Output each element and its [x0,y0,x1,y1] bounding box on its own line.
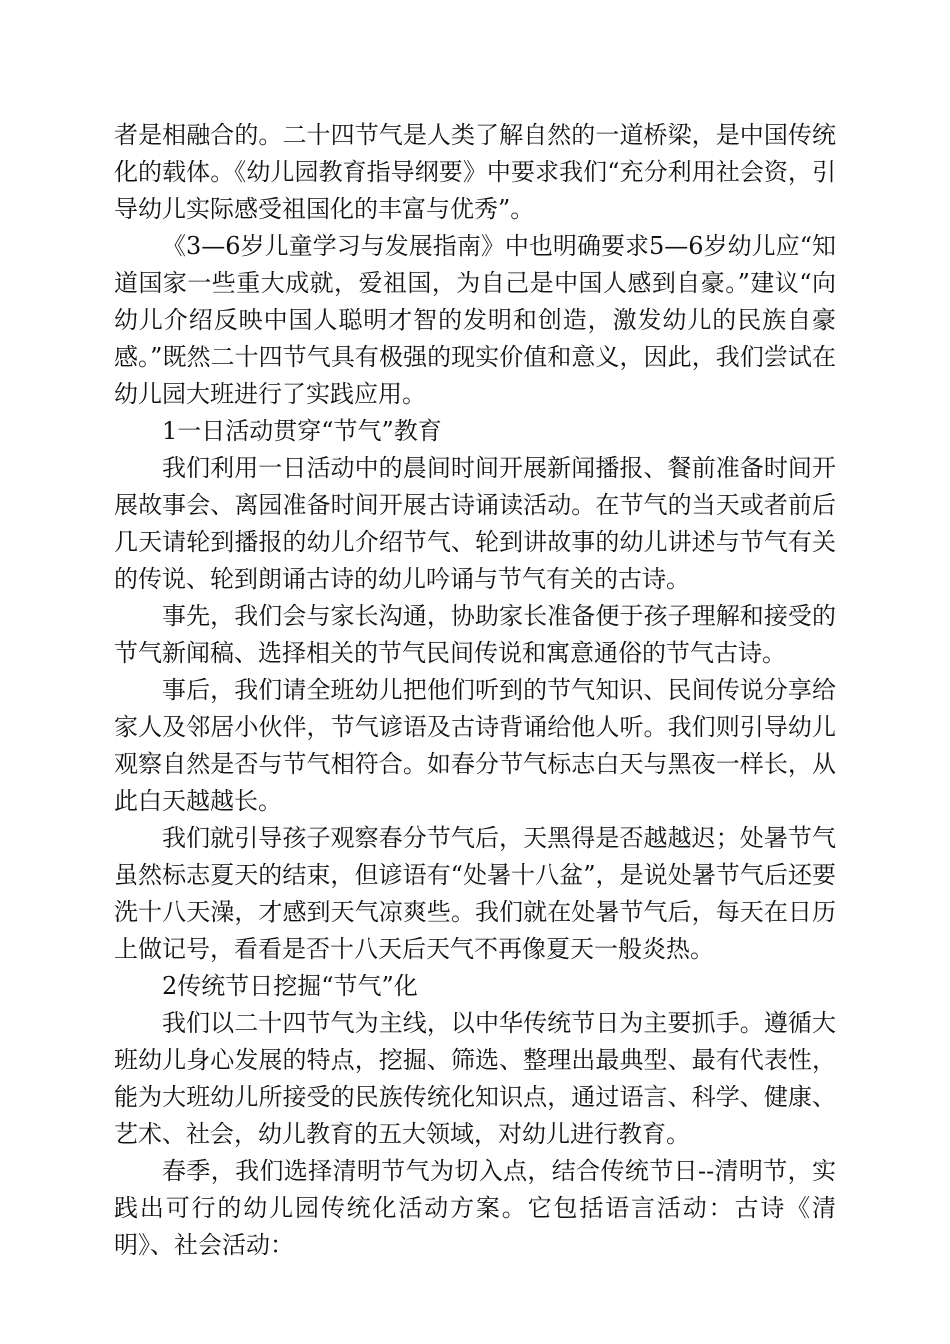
paragraph-festivals: 我们以二十四节气为主线，以中华传统节日为主要抓手。遵循大班幼儿身心发展的特点，挖掘、筛选、整理出最典型、最有代表性，能为大班幼儿所接受的民族传统化知识点，通过语言、科学、健康、艺术、社会，幼儿教育的五大领域，对幼儿进行教育。 [114,1009,836,1148]
paragraph-afterwards: 事后，我们请全班幼儿把他们听到的节气知识、民间传说分享给家人及邻居小伙伴，节气谚语及古诗背诵给他人听。我们则引导幼儿观察自然是否与节气相符合。如春分节气标志白天与黑夜一样长，从此白天越越长。 [114,676,836,815]
paragraph-continuation: 者是相融合的。二十四节气是人类了解自然的一道桥梁，是中国传统化的载体。《幼儿园教育指导纲要》中要求我们“充分利用社会资，引导幼儿实际感受祖国化的丰富与优秀”。 [114,121,836,223]
paragraph-guidelines: 《3—6岁儿童学习与发展指南》中也明确要求5—6岁幼儿应“知道国家一些重大成就，爱祖国，为自己是中国人感到自豪。”建议“向幼儿介绍反映中国人聪明才智的发明和创造，激发幼儿的民族自豪感。”既然二十四节气具有极强的现实价值和意义，因此，我们尝试在幼儿园大班进行了实践应用。 [114,232,836,408]
paragraph-daily-activities: 我们利用一日活动中的晨间时间开展新闻播报、餐前准备时间开展故事会、离园准备时间开展古诗诵读活动。在节气的当天或者前后几天请轮到播报的幼儿介绍节气、轮到讲故事的幼儿讲述与节气有关的传说、轮到朗诵古诗的幼儿吟诵与节气有关的古诗。 [114,454,836,593]
section-heading-2: 2传统节日挖掘“节气”化 [162,972,418,1000]
paragraph-beforehand: 事先，我们会与家长沟通，协助家长准备便于孩子理解和接受的节气新闻稿、选择相关的节气民间传说和寓意通俗的节气古诗。 [114,602,836,667]
section-heading-1: 1一日活动贯穿“节气”教育 [162,417,442,445]
document-page [114,117,836,1264]
paragraph-observation: 我们就引导孩子观察春分节气后，天黑得是否越越迟；处暑节气虽然标志夏天的结束，但谚语有“处暑十八盆”，是说处暑节气后还要洗十八天澡，才感到天气凉爽些。我们就在处暑节气后，每天在日历上做记号，看看是否十八天后天气不再像夏天一般炎热。 [114,824,836,963]
paragraph-spring: 春季，我们选择清明节气为切入点，结合传统节日--清明节，实践出可行的幼儿园传统化活动方案。它包括语言活动：古诗《清明》、社会活动： [114,1157,836,1259]
